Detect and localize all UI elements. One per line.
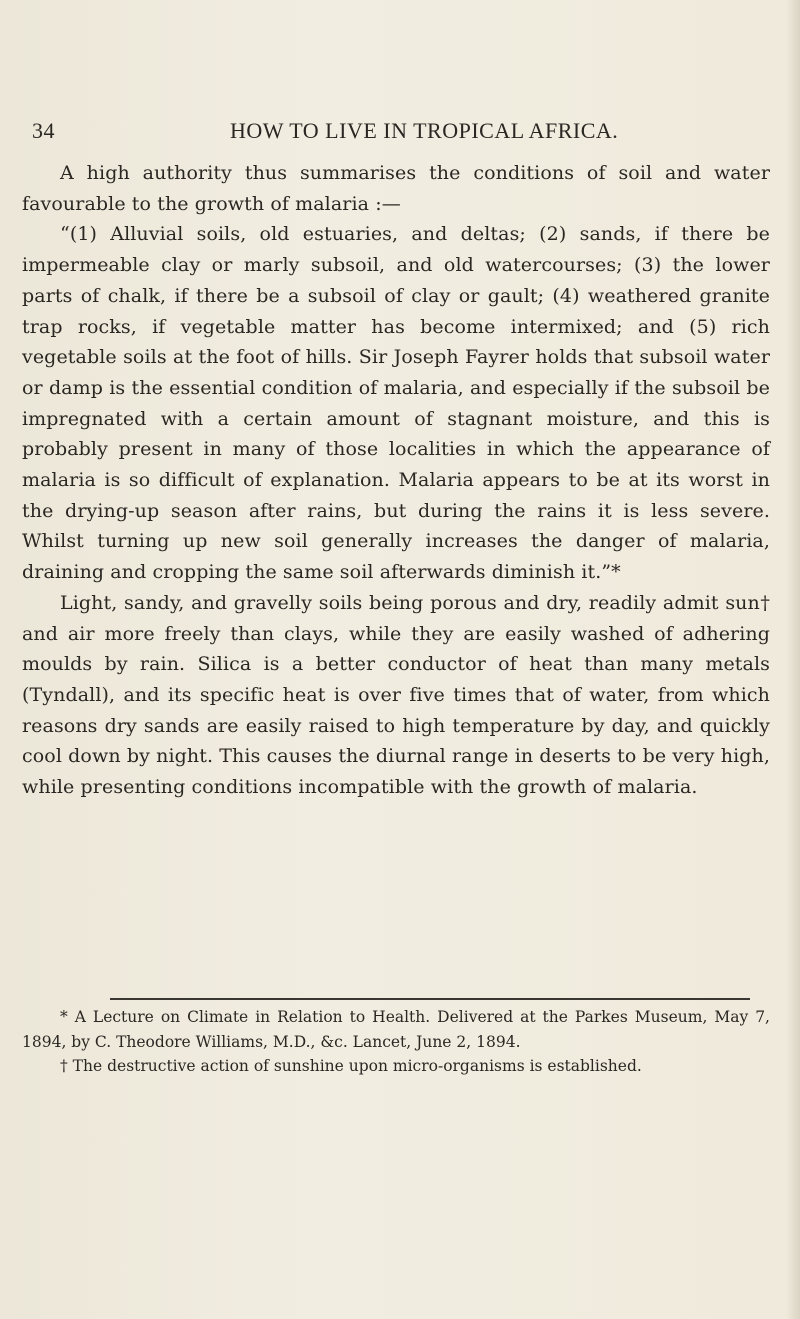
running-title: HOW TO LIVE IN TROPICAL AFRICA. — [230, 118, 619, 143]
paragraph: Light, sandy, and gravelly soils being porous and dry, readily admit sun† and air more freely than clays, while they are easily washed of adhering moulds by rain. Silica is a better conductor of heat than many metals (Tyndall), and its specific heat is over five times that of water, from which reasons dry sands are easily raised to high temperature by day, and quickly cool down by night. This causes the diurnal range in deserts to be very high, while presenting conditions incompatible with the growth of malaria. — [22, 591, 770, 799]
page-edge-shadow — [786, 0, 800, 1319]
footnote: † The destructive action of sunshine upon micro-organisms is established. — [60, 1057, 642, 1075]
page-header — [32, 118, 740, 148]
footnote: * A Lecture on Climate in Relation to Health. Delivered at the Parkes Museum, May 7, 1894, by C. Theodore Williams, M.D., &c. Lancet, June 2, 1894. — [22, 1008, 770, 1051]
footnotes — [22, 1005, 770, 1079]
page-number: 34 — [32, 118, 55, 143]
paragraph: “(1) Alluvial soils, old estuaries, and deltas; (2) sands, if there be impermeable clay or marly subsoil, and old watercourses; (3) the lower parts of chalk, if there be a subsoil of clay or gault; (4) weathered granite trap rocks, if vegetable matter has become intermixed; and (5) rich vegetable soils at the foot of hills. Sir Joseph Fayrer holds that subsoil water or damp is the essential condition of malaria, and especially if the subsoil be impregnated with a certain amount of stagnant moisture, and this is probably present in many of those localities in which the appearance of malaria is so difficult of explanation. Malaria appears to be at its worst in the drying-up season after rains, but during the rains it is less severe. Whilst turning up new soil generally increases the danger of malaria, draining and cropping the same soil afterwards diminish it.”* — [22, 223, 770, 584]
body-text — [22, 158, 770, 803]
paragraph: A high authority thus summarises the conditions of soil and water favourable to the growth of malaria :— — [22, 162, 770, 215]
footnote-rule — [110, 998, 750, 1000]
